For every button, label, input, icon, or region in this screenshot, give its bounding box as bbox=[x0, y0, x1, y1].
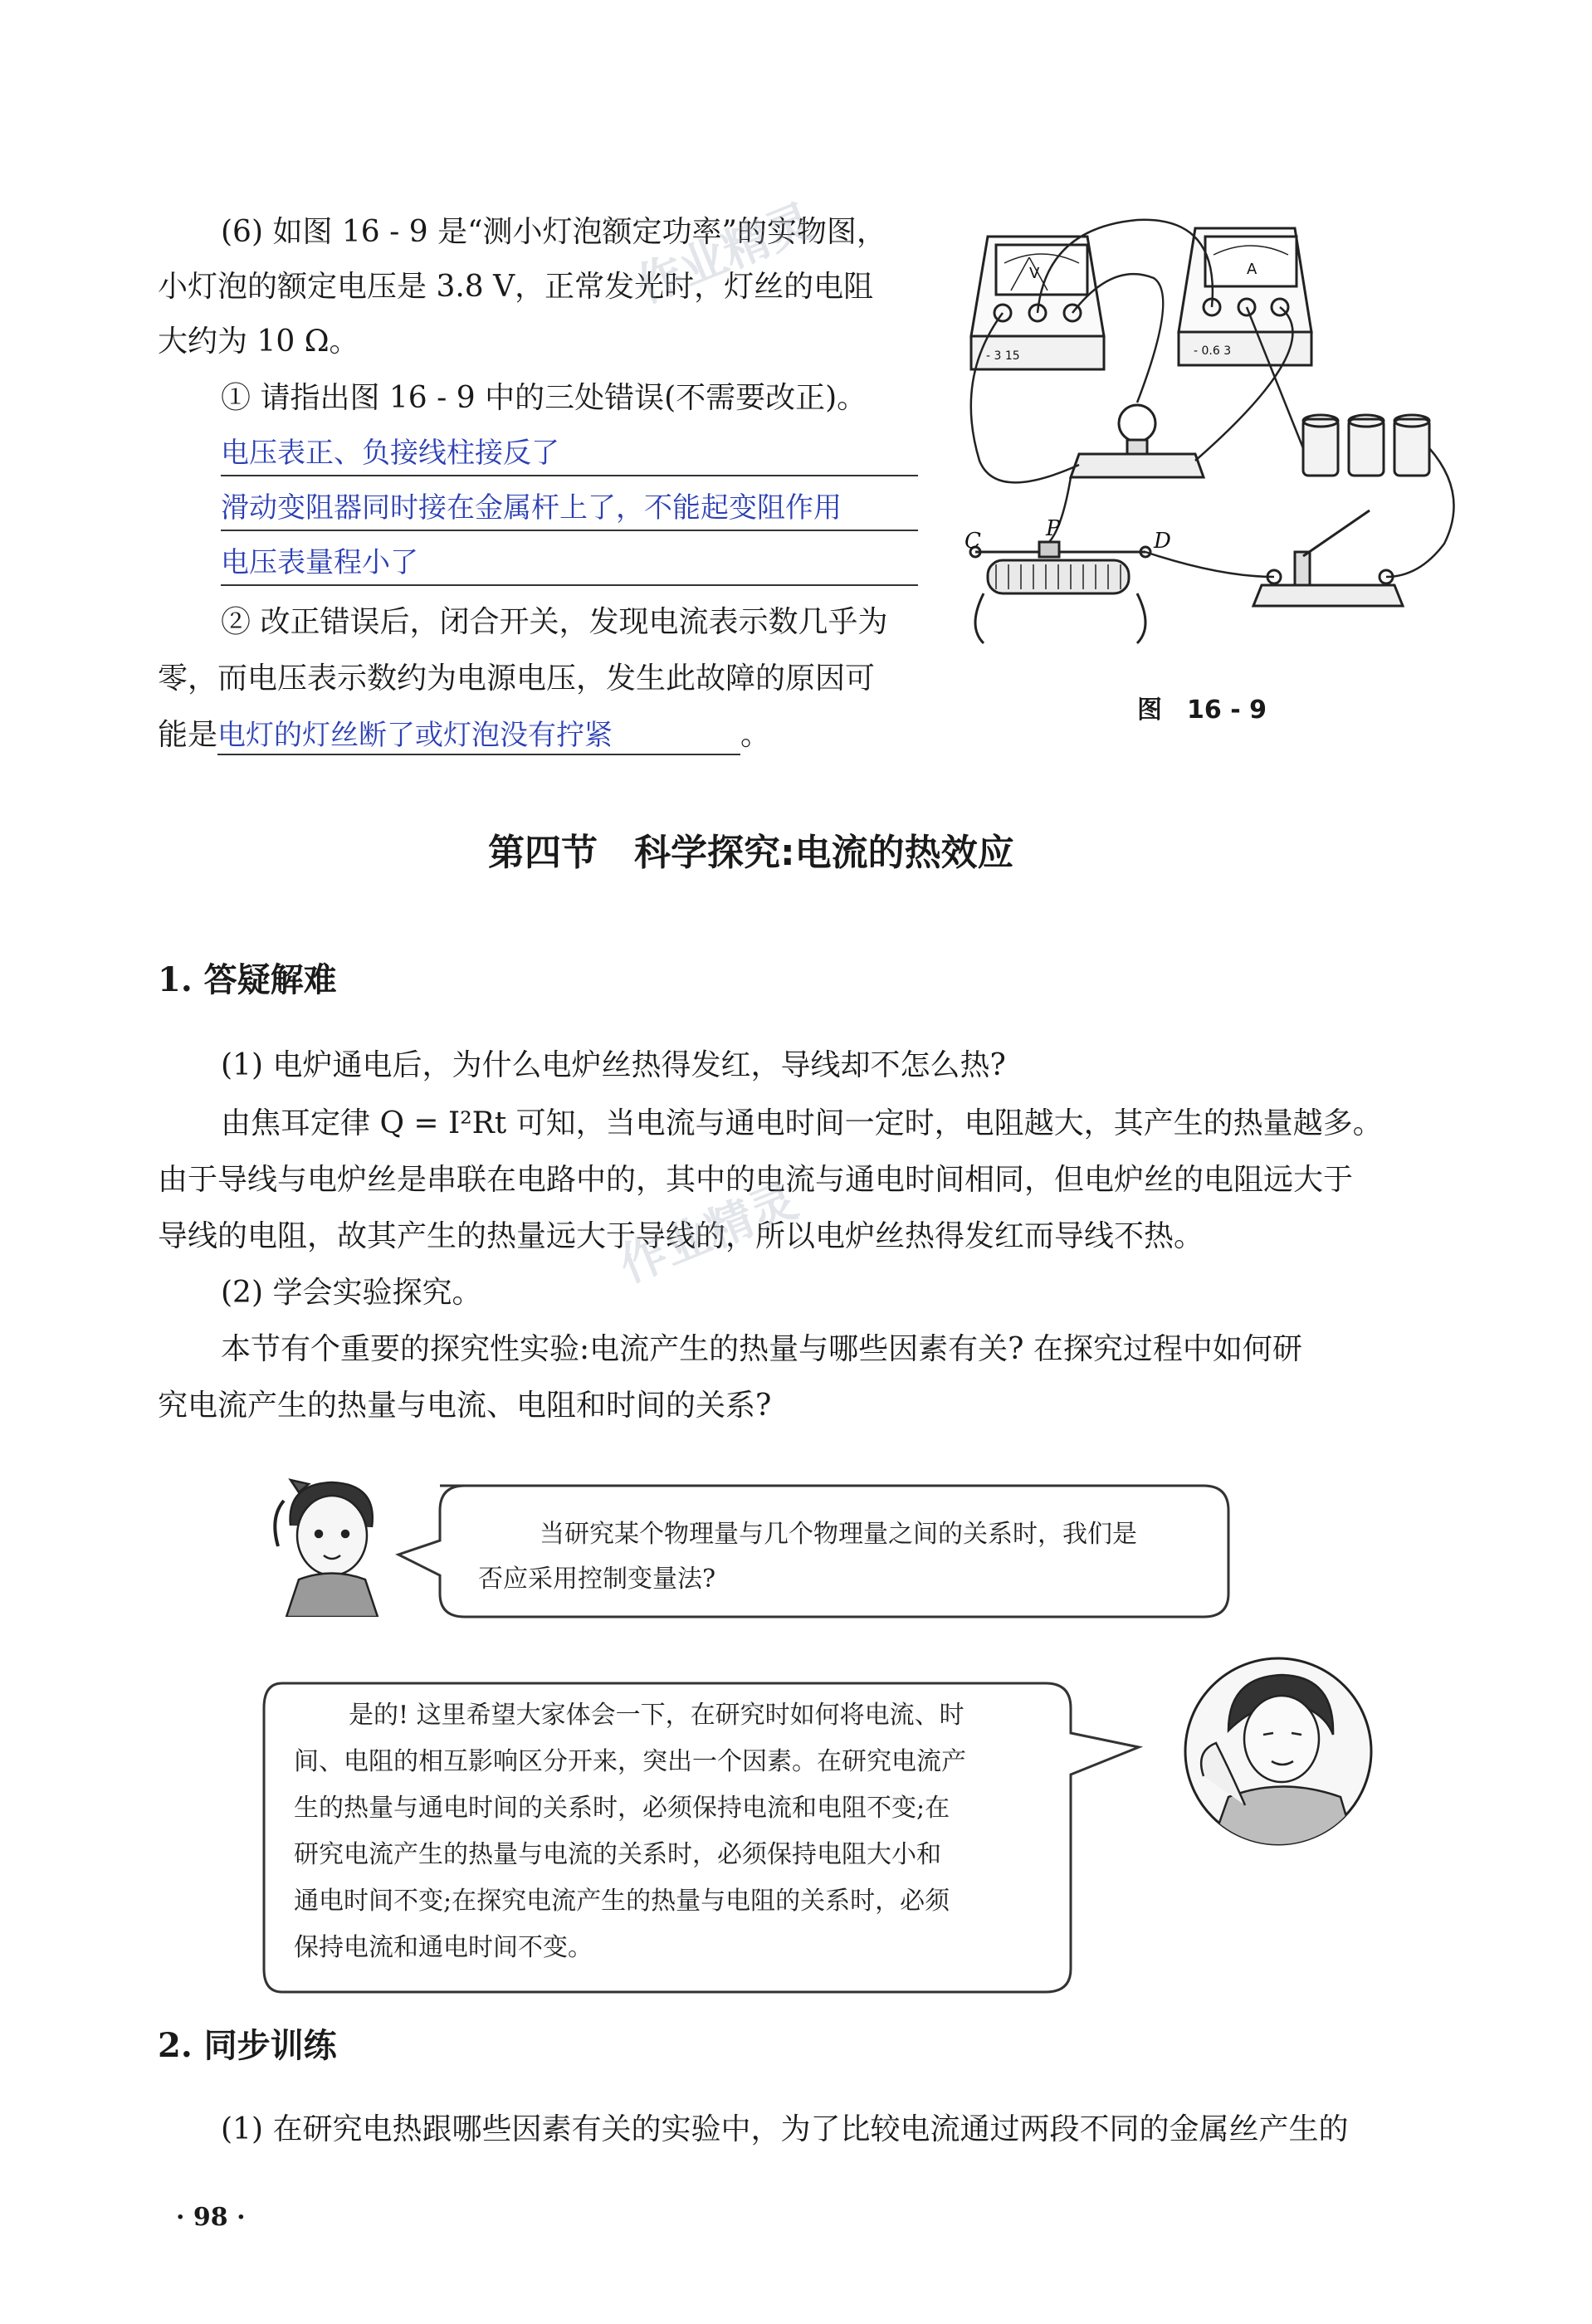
bubble2-line-4: 研究电流产生的热量与电流的关系时，必须保持电阻大小和 bbox=[294, 1840, 941, 1869]
part1-a1-line-2: 由于导线与电炉丝是串联在电路中的，其中的电流与通电时间相同，但电炉丝的电阻远大于 bbox=[158, 1163, 1354, 1197]
part1-heading: 1. 答疑解难 bbox=[158, 960, 337, 999]
circuit-figure bbox=[946, 212, 1461, 676]
teacher-illustration bbox=[1170, 1652, 1386, 1851]
answer-line-1 bbox=[221, 433, 918, 476]
label-p: P bbox=[1046, 516, 1061, 541]
answer-text-1: 电压表正、负接线柱接反了 bbox=[221, 437, 559, 470]
q6-sub2-line-1: ② 改正错误后，闭合开关，发现电流表示数几乎为 bbox=[221, 605, 888, 639]
figure-caption: 图 16 - 9 bbox=[1137, 696, 1267, 725]
label-v: V bbox=[1029, 265, 1040, 282]
bubble2-line-2: 间、电阻的相互影响区分开来，突出一个因素。在研究电流产 bbox=[294, 1747, 966, 1776]
q6-line-1: (6) 如图 16 - 9 是“测小灯泡额定功率”的实物图， bbox=[221, 215, 886, 249]
label-a: A bbox=[1247, 261, 1257, 278]
q6-sub1: ① 请指出图 16 - 9 中的三处错误(不需要改正)。 bbox=[221, 381, 867, 415]
part2-q1: (1) 在研究电热跟哪些因素有关的实验中，为了比较电流通过两段不同的金属丝产生的 bbox=[221, 2112, 1349, 2146]
q6-line-2: 小灯泡的额定电压是 3.8 V，正常发光时，灯丝的电阻 bbox=[158, 270, 874, 304]
q6-sub2-line-2: 零，而电压表示数约为电源电压，发生此故障的原因可 bbox=[158, 662, 876, 696]
watermark-top: 作业精灵 bbox=[628, 194, 822, 315]
q6-sub2-prefix: 能是 bbox=[158, 718, 218, 752]
battery-cells bbox=[1303, 415, 1429, 476]
voltmeter-scale: - 3 15 bbox=[986, 349, 1020, 363]
watermark-middle: 作业精灵 bbox=[612, 1174, 805, 1294]
q6-line-3: 大约为 10 Ω。 bbox=[158, 325, 359, 359]
bulb bbox=[1071, 405, 1204, 477]
part1-a1-line-1: 由焦耳定律 Q = I²Rt 可知，当电流与通电时间一定时，电阻越大，其产生的热量越多。 bbox=[221, 1106, 1383, 1140]
answer-text-2: 滑动变阻器同时接在金属杆上了，不能起变阻作用 bbox=[221, 491, 842, 525]
part2-heading: 2. 同步训练 bbox=[158, 2026, 337, 2065]
part1-a2-line-2: 究电流产生的热量与电流、电阻和时间的关系? bbox=[158, 1389, 772, 1423]
part1-q2: (2) 学会实验探究。 bbox=[221, 1276, 482, 1310]
bubble1-line-1: 当研究某个物理量与几个物理量之间的关系时，我们是 bbox=[540, 1520, 1137, 1549]
bubble1-line-2: 否应采用控制变量法? bbox=[478, 1565, 716, 1594]
ammeter-scale: - 0.6 3 bbox=[1194, 344, 1232, 358]
answer-line-3 bbox=[221, 543, 918, 586]
part1-a1-line-3: 导线的电阻，故其产生的热量远大于导线的，所以电炉丝热得发红而导线不热。 bbox=[158, 1219, 1204, 1253]
q6-sub2-suffix: 。 bbox=[740, 718, 771, 752]
bubble2-line-3: 生的热量与通电时间的关系时，必须保持电流和电阻不变;在 bbox=[294, 1794, 950, 1823]
part1-q1: (1) 电炉通电后，为什么电炉丝热得发红，导线却不怎么热? bbox=[221, 1048, 1006, 1082]
answer-text-3: 电压表量程小了 bbox=[221, 546, 418, 579]
label-c: C bbox=[964, 529, 981, 554]
answer-line-2 bbox=[221, 488, 918, 531]
bubble2-line-5: 通电时间不变;在探究电流产生的热量与电阻的关系时，必须 bbox=[294, 1887, 950, 1916]
switch bbox=[1253, 510, 1403, 606]
part1-a2-line-1: 本节有个重要的探究性实验:电流产生的热量与哪些因素有关? 在探究过程中如何研 bbox=[221, 1332, 1302, 1366]
bubble2-line-1: 是的! 这里希望大家体会一下，在研究时如何将电流、时 bbox=[349, 1701, 964, 1730]
rheostat bbox=[970, 542, 1150, 643]
page-number: · 98 · bbox=[176, 2203, 246, 2232]
q6-sub2-line-3 bbox=[158, 717, 770, 755]
q6-sub2-answer: 电灯的灯丝断了或灯泡没有拧紧 bbox=[217, 717, 740, 755]
section-title: 第四节 科学探究:电流的热效应 bbox=[488, 832, 1014, 874]
bubble2-line-6: 保持电流和通电时间不变。 bbox=[294, 1933, 593, 1962]
label-d: D bbox=[1154, 529, 1171, 554]
